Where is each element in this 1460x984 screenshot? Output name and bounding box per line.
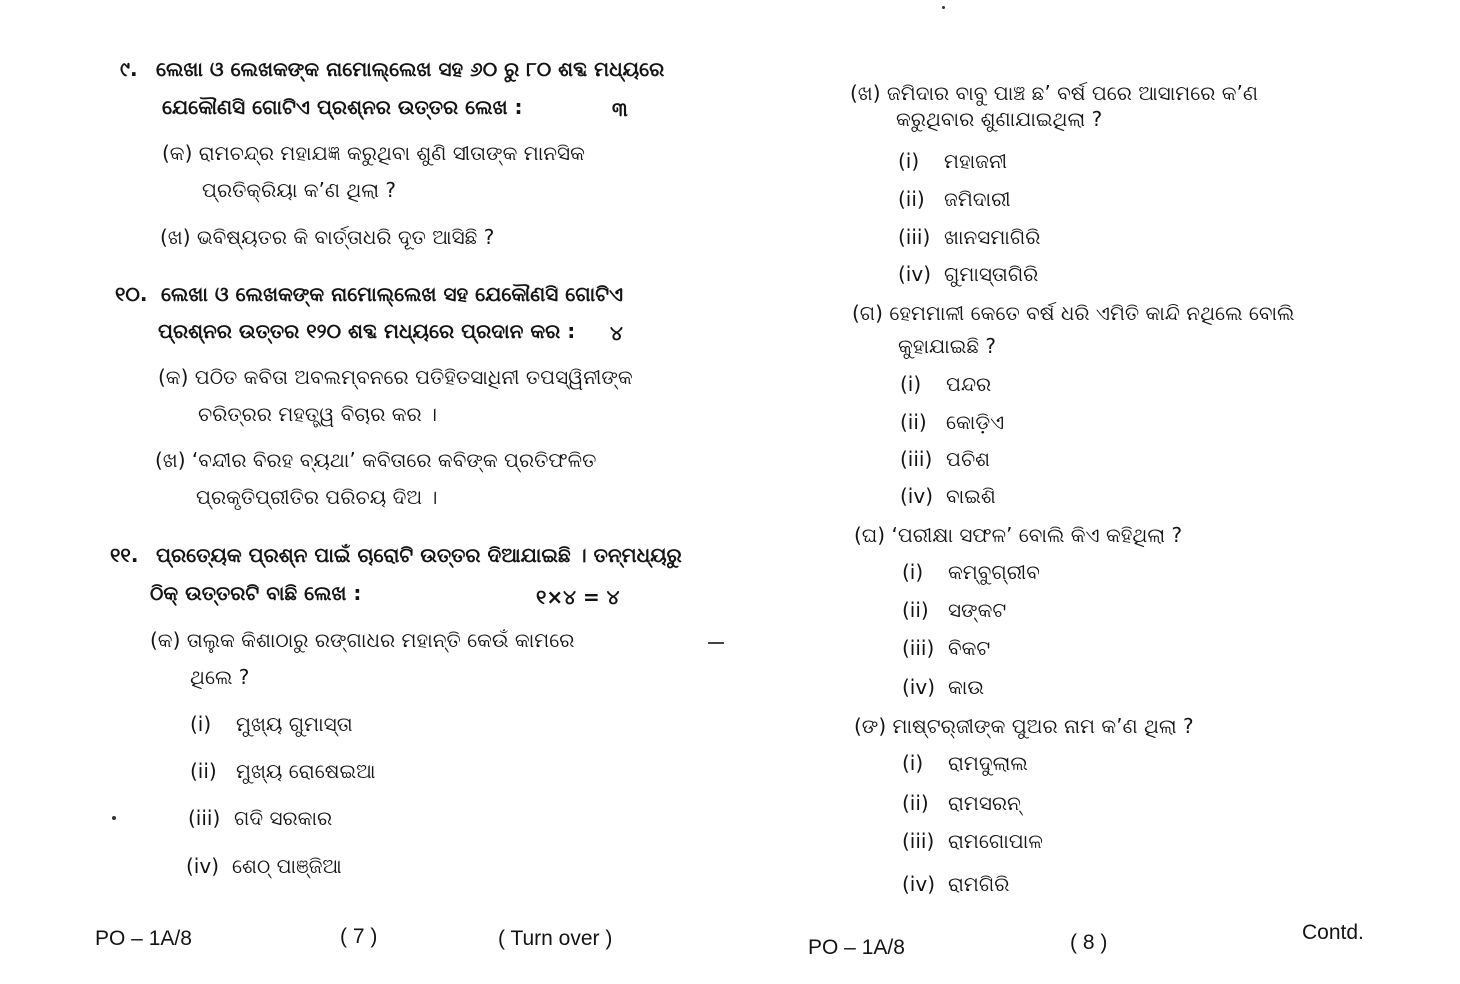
q11-option-ga-line1: (ଗ) ହେମମାଳୀ କେତେ ବର୍ଷ ଧରି ଏମିତି କାନ୍ଦି ନଥିଲେ ବୋଲି [852,301,1295,325]
scan-speck [942,6,945,9]
q11-line2: ଠିକ୍ ଉତ୍ତରଟି ବାଛି ଲେଖ : [150,581,362,605]
nga-choice-3: (iii) ରାମଗୋପାଳ [902,829,1043,853]
q9-line2: ଯେକୌଣସି ଗୋଟିଏ ପ୍ରଶ୍ନର ଉତ୍ତର ଲେଖ : [162,95,523,119]
kha-choice-4: (iv) ଗୁମାସ୍ତାଗିରି [898,262,1039,286]
q10-option-b-line2: ପ୍ରକୃତିପ୍ରୀତିର ପରିଚୟ ଦିଅ । [196,485,438,509]
q11-option-nga: (ଙ) ମାଷ୍ଟର୍‌ଜୀଙ୍କ ପୁଅର ନାମ କ’ଣ ଥିଲା ? [854,714,1194,738]
q10-option-a-line2: ଚରିତ୍ରର ମହତ୍ତ୍ୱ ବିଚାର କର । [198,402,438,426]
kha-choice-2: (ii) ଜମିଦାରୀ [898,187,1011,211]
left-page [0,0,720,984]
gha-choice-3: (iii) ବିକଟ [902,636,991,660]
footer-page-number-left: ( 7 ) [340,925,378,948]
scan-mark [708,642,724,644]
right-page [730,0,1460,984]
q11-option-a-line2: ଥିଲେ ? [190,665,250,689]
q11-line1: ୧୧. ପ୍ରତ୍ୟେକ ପ୍ରଶ୍ନ ପାଇଁ ଚାରୋଟି ଉତ୍ତର ଦିଆଯାଇଛି । ତନ୍ମଧ୍ୟରୁ [110,540,682,570]
nga-choice-4: (iv) ରାମଗିରି [902,872,1010,896]
q10-marks: ୪ [610,321,623,345]
scan-speck [112,816,116,820]
footer-turn-over: ( Turn over ) [498,927,613,950]
q10-line1: ୧୦. ଲେଖା ଓ ଲେଖକଙ୍କ ନାମୋଲ୍ଲେଖ ସହ ଯେକୌଣସି ଗୋଟିଏ [115,279,623,309]
q9-number: ୯. [120,57,138,81]
q11-a-choice-4: (iv) ଶେଠ୍ ପାଞ୍ଜିଆ [186,854,342,878]
q9-line1: ୯. ଲେଖା ଓ ଲେଖକଙ୍କ ନାମୋଲ୍ଲେଖ ସହ ୬୦ ରୁ ୮୦ ଶବ୍ଦ ମଧ୍ୟରେ [120,54,664,84]
q11-option-kha-line2: କରୁଥିବାର ଶୁଣାଯାଇଥିଲା ? [896,107,1103,131]
q11-number: ୧୧. [110,543,139,567]
gha-choice-4: (iv) କାଉ [902,675,984,699]
q9-marks: ୩ [612,97,628,121]
ga-choice-1: (i) ପନ୍ଦର [900,372,992,396]
q11-marks: ୧×୪ = ୪ [536,585,620,609]
q11-option-ga-line2: କୁହାଯାଇଛି ? [898,334,997,358]
q11-option-a-line1: (କ) ତାଲୁକ କିଶାଠାରୁ ରଙ୍ଗାଧର ମହାନ୍ତି କେଉଁ କାମରେ [150,628,575,652]
q11-a-choice-2: (ii) ମୁଖ୍ୟ ରୋଷେଇଆ [190,759,376,783]
q10-option-b-line1: (ଖ) ‘ବନ୍ଦୀର ବିରହ ବ୍ୟଥା’ କବିତାରେ କବିଙ୍କ ପ୍ରତିଫଳିତ [155,448,597,472]
footer-contd: Contd. [1302,921,1364,944]
kha-choice-1: (i) ମହାଜନୀ [898,149,1008,173]
q9-option-a-line1: (କ) ରାମଚନ୍ଦ୍ର ମହାଯଜ୍ଞ କରୁଥିବା ଶୁଣି ସୀତାଙ୍କ ମାନସିକ [162,141,585,165]
footer-code-right: PO – 1A/8 [808,936,905,959]
ga-choice-4: (iv) ବାଇଶି [900,484,996,508]
ga-choice-3: (iii) ପଚିଶ [900,447,991,471]
q11-a-choice-1: (i) ମୁଖ୍ୟ ଗୁମାସ୍ତା [190,712,353,736]
q9-option-a-line2: ପ୍ରତିକ୍ରିୟା କ’ଣ ଥିଲା ? [202,178,397,202]
q10-number: ୧୦. [115,282,148,306]
gha-choice-2: (ii) ସଙ୍କଟ [902,598,1007,622]
nga-choice-1: (i) ରାମଦୁଲାଲ [902,751,1028,775]
kha-choice-3: (iii) ଖାନସମାଗିରି [898,225,1041,249]
footer-code-left: PO – 1A/8 [95,927,192,950]
q11-a-choice-3: (iii) ଗଦି ସରକାର [188,806,333,830]
ga-choice-2: (ii) କୋଡ଼ିଏ [900,410,1005,434]
footer-page-number-right: ( 8 ) [1070,931,1108,954]
q10-line2: ପ୍ରଶ୍ନର ଉତ୍ତର ୧୨୦ ଶବ୍ଦ ମଧ୍ୟରେ ପ୍ରଦାନ କର : [158,319,576,343]
nga-choice-2: (ii) ରାମସରନ୍ [902,791,1021,815]
q11-option-kha-line1: (ଖ) ଜମିଦାର ବାବୁ ପାଞ୍ଚ ଛ’ ବର୍ଷ ପରେ ଆସାମରେ କ’ଣ [850,81,1259,105]
q11-option-gha: (ଘ) ‘ପରୀକ୍ଷା ସଫଳ’ ବୋଲି କିଏ କହିଥିଲା ? [854,523,1183,547]
gha-choice-1: (i) କମ୍ବୁଗ୍ରୀବ [902,560,1040,584]
q10-option-a-line1: (କ) ପଠିତ କବିତା ଅବଲମ୍ବନରେ ପତିହିତସାଧିନୀ ତପସ୍ୱିନୀଙ୍କ [158,365,633,389]
q9-option-b: (ଖ) ଭବିଷ୍ୟତର କି ବାର୍ତ୍ତାଧରି ଦୂତ ଆସିଛି ? [160,225,495,249]
